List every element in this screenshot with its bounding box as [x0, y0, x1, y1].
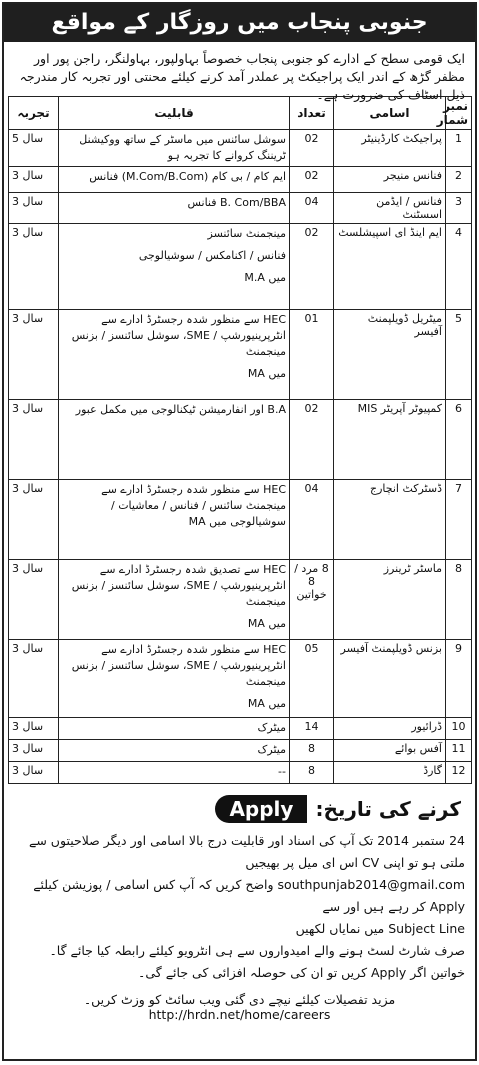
row-post: آفس بوائے	[334, 740, 446, 762]
qualification-line: میٹرک	[257, 721, 286, 734]
table-row	[9, 740, 472, 762]
qualification-line: میں M.A	[244, 271, 286, 284]
row-number: 12	[446, 762, 472, 784]
row-experience: 3 سال	[9, 762, 59, 784]
table-row	[9, 130, 472, 167]
row-qualification	[59, 193, 290, 224]
row-count: 02	[290, 130, 334, 167]
row-post: فنانس منیجر	[334, 167, 446, 193]
apply-label: Apply	[215, 795, 307, 823]
row-post: میٹریل ڈویلپمنٹ آفیسر	[334, 310, 446, 400]
row-qualification	[59, 130, 290, 167]
row-count: 04	[290, 480, 334, 560]
qualification-line: B. Com/BBA فنانس	[187, 196, 286, 209]
row-post: فنانس / ایڈمن اسسٹنٹ	[334, 193, 446, 224]
row-qualification	[59, 640, 290, 718]
table-row	[9, 718, 472, 740]
row-qualification	[59, 400, 290, 480]
apply-heading-text: کرنے کی تاریخ:	[315, 797, 461, 821]
qualification-line: HEC سے منظور شدہ رجسٹرڈ ادارے سے مینجمنٹ سائنس / فنانس / معاشیات / سوشیالوجی میں MA	[101, 483, 286, 528]
table-row	[9, 762, 472, 784]
header-post: اسامی	[334, 97, 446, 130]
table-row	[9, 310, 472, 400]
qualification-line: ایم کام / بی کام (M.Com/B.Com) فنانس	[89, 170, 286, 183]
row-number: 9	[446, 640, 472, 718]
row-count: 14	[290, 718, 334, 740]
header-count: تعداد	[290, 97, 334, 130]
qualification-line: میں MA	[247, 697, 286, 710]
row-number: 5	[446, 310, 472, 400]
qualification-line: سوشل سائنس میں ماسٹر کے ساتھ ووکیشنل ٹریننگ کروانے کا تجربہ ہو	[79, 133, 286, 162]
row-experience: 5 سال	[9, 130, 59, 167]
row-number: 3	[446, 193, 472, 224]
apply-heading	[10, 794, 469, 824]
row-post: ایم اینڈ ای اسپیشلسٹ	[334, 224, 446, 310]
qualification-line: فنانس / اکنامکس / سوشیالوجی	[138, 249, 286, 262]
qualification-line: میں MA	[247, 367, 286, 380]
row-qualification	[59, 224, 290, 310]
row-qualification	[59, 740, 290, 762]
row-post: پراجیکٹ کارڈینیٹر	[334, 130, 446, 167]
intro-paragraph: ایک قومی سطح کے ادارے کو جنوبی پنجاب خصوصاً بہاولپور، بہاولنگر، راجن پور اور مظفر گڑھ کے اندر ایک پراجیکٹ پر عملدر آمد کرنے کیلئے محنتی اور تجربہ کار مندرجہ ذیل اسٹاف کی ضرورت ہے۔	[19, 51, 465, 102]
header-experience: تجربہ	[9, 97, 59, 130]
row-experience: 3 سال	[9, 640, 59, 718]
header-num: نمبر شمار	[446, 97, 472, 130]
row-number: 7	[446, 480, 472, 560]
row-qualification	[59, 560, 290, 640]
row-count: 01	[290, 310, 334, 400]
row-count: 8 مرد / 8 خواتین	[290, 560, 334, 640]
row-post: ڈسٹرکٹ انچارج	[334, 480, 446, 560]
page-title: جنوبی پنجاب میں روزگار کے مواقع	[4, 4, 475, 42]
row-number: 11	[446, 740, 472, 762]
table-row	[9, 560, 472, 640]
row-qualification	[59, 762, 290, 784]
row-post: ماسٹر ٹرینرز	[334, 560, 446, 640]
qualification-line: --	[278, 765, 286, 778]
row-number: 6	[446, 400, 472, 480]
table-row	[9, 640, 472, 718]
header-qualification: قابلیت	[59, 97, 290, 130]
row-count: 02	[290, 224, 334, 310]
row-count: 8	[290, 740, 334, 762]
row-qualification	[59, 718, 290, 740]
qualification-line: HEC سے تصدیق شدہ رجسٹرڈ ادارے سے انٹرپرینیورشپ / SME، سوشل سائنسز / بزنس مینجمنٹ	[71, 563, 286, 608]
row-count: 02	[290, 400, 334, 480]
row-experience: 3 سال	[9, 740, 59, 762]
row-number: 8	[446, 560, 472, 640]
qualification-line: میٹرک	[257, 743, 286, 756]
row-experience: 3 سال	[9, 193, 59, 224]
table-row	[9, 224, 472, 310]
qualification-line: B.A اور انفارمیشن ٹیکنالوجی میں مکمل عبور	[75, 403, 286, 416]
row-count: 02	[290, 167, 334, 193]
row-count: 8	[290, 762, 334, 784]
row-experience: 3 سال	[9, 224, 59, 310]
row-experience: 3 سال	[9, 400, 59, 480]
qualification-line: مینجمنٹ سائنسز	[207, 227, 286, 240]
row-experience: 3 سال	[9, 718, 59, 740]
careers-url: مزید تفصیلات کیلئے نیچے دی گئی ویب سائٹ کو وزٹ کریں۔ http://hrdn.net/home/careers	[83, 992, 396, 1022]
row-qualification	[59, 480, 290, 560]
qualification-line: HEC سے منظور شدہ رجسٹرڈ ادارے سے انٹرپرینیورشپ / SME، سوشل سائنسز / بزنس مینجمنٹ	[71, 643, 286, 688]
row-number: 10	[446, 718, 472, 740]
apply-instructions	[4, 828, 475, 986]
table-row	[9, 400, 472, 480]
row-experience: 3 سال	[9, 167, 59, 193]
row-post: کمپیوٹر آپریٹر MIS	[334, 400, 446, 480]
row-count: 05	[290, 640, 334, 718]
table-row	[9, 193, 472, 224]
apply-line: Subject Line میں نمایاں لکھیں	[295, 921, 465, 936]
row-number: 4	[446, 224, 472, 310]
qualification-line: میں MA	[247, 617, 286, 630]
table-row	[9, 167, 472, 193]
row-qualification	[59, 167, 290, 193]
row-post: ڈرائیور	[334, 718, 446, 740]
table-body	[9, 130, 472, 784]
row-post: بزنس ڈویلپمنٹ آفیسر	[334, 640, 446, 718]
row-count: 04	[290, 193, 334, 224]
jobs-table	[8, 96, 472, 784]
row-number: 1	[446, 130, 472, 167]
apply-line: southpunjab2014@gmail.com واضح کریں کہ آپ کس اسامی / پوزیشن کیلئے Apply کر رہے ہیں اور سے	[33, 877, 465, 914]
table-row	[9, 480, 472, 560]
apply-line: 24 ستمبر 2014 تک آپ کی اسناد اور قابلیت درج بالا اسامی اور دیگر صلاحیتوں سے ملتی ہو تو اپنی CV اس ای میل پر بھیجیں	[29, 833, 465, 870]
row-post: گارڈ	[334, 762, 446, 784]
row-qualification	[59, 310, 290, 400]
apply-line: صرف شارٹ لسٹ ہونے والے امیدواروں سے ہی انٹرویو کیلئے رابطہ کیا جائے گا۔ خواتین اگر Apply کریں تو ان کی حوصلہ افزائی کی جائے گی۔	[49, 943, 465, 980]
job-advertisement	[2, 2, 477, 1061]
row-experience: 3 سال	[9, 560, 59, 640]
qualification-line: HEC سے منظور شدہ رجسٹرڈ ادارے سے انٹرپرینیورشپ / SME، سوشل سائنسز / بزنس مینجمنٹ	[71, 313, 286, 358]
row-experience: 3 سال	[9, 480, 59, 560]
row-experience: 3 سال	[9, 310, 59, 400]
row-number: 2	[446, 167, 472, 193]
